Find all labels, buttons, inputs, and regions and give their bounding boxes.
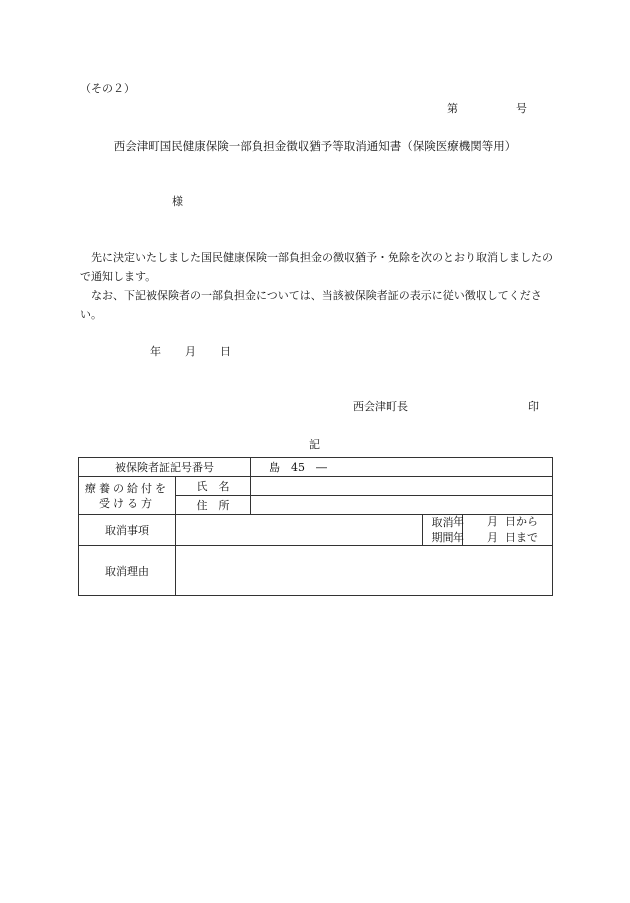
notice-body [80, 248, 554, 324]
cancel-period-dates [453, 515, 552, 545]
insured-number-value[interactable]: 島 45 ― [251, 458, 553, 477]
body-paragraph-1: 先に決定いたしました国民健康保険一部負担金の徴収猶予・免除を次のとおり取消しましたので通知します。 [80, 251, 553, 283]
period-to-month: 月 [487, 531, 498, 544]
recipient-label-line1: 療養の給付を [85, 481, 169, 495]
addressee-suffix: 様 [172, 195, 183, 208]
cancel-items-row [79, 515, 553, 546]
part-label: （その２） [80, 82, 135, 95]
recipient-label-line2: 受ける方 [99, 496, 155, 510]
insured-number-row [79, 458, 553, 477]
cancel-period-label-line2: 期間 [431, 531, 454, 544]
cancel-period-field[interactable] [453, 515, 553, 546]
recipient-label [79, 477, 176, 515]
period-from-suffix: 日から [505, 515, 538, 528]
cancel-reason-row [79, 546, 553, 596]
date-day-label: 日 [220, 345, 231, 358]
notice-form-table [78, 457, 553, 596]
cancel-items-label: 取消事項 [79, 515, 176, 546]
address-field[interactable] [251, 496, 553, 515]
document-title: 西会津町国民健康保険一部負担金徴収猶予等取消通知書（保険医療機関等用） [113, 139, 517, 153]
date-year-label: 年 [150, 345, 161, 358]
period-to-year: 年 [453, 531, 464, 544]
cancel-period-label-line1: 取消 [431, 516, 454, 529]
recipient-name-row [79, 477, 553, 496]
issuer-title: 西会津町長 [353, 400, 408, 413]
period-to-suffix: 日まで [505, 531, 538, 544]
seal-label: 印 [528, 400, 539, 413]
document-number-suffix: 号 [516, 102, 527, 115]
cancel-items-field[interactable] [176, 515, 423, 546]
name-field[interactable] [251, 477, 553, 496]
address-label: 住 所 [176, 496, 251, 515]
cancel-reason-field[interactable] [176, 546, 553, 596]
date-month-label: 月 [185, 345, 196, 358]
body-paragraph-2: なお、下記被保険者の一部負担金については、当該被保険者証の表示に従い徴収してください。 [80, 289, 542, 321]
period-from-year: 年 [453, 515, 464, 528]
document-number-label: 第 [447, 102, 458, 115]
ki-label: 記 [309, 438, 320, 451]
period-from-month: 月 [487, 515, 498, 528]
name-label: 氏 名 [176, 477, 251, 496]
insured-number-label: 被保険者証記号番号 [79, 458, 251, 477]
cancel-reason-label: 取消理由 [79, 546, 176, 596]
